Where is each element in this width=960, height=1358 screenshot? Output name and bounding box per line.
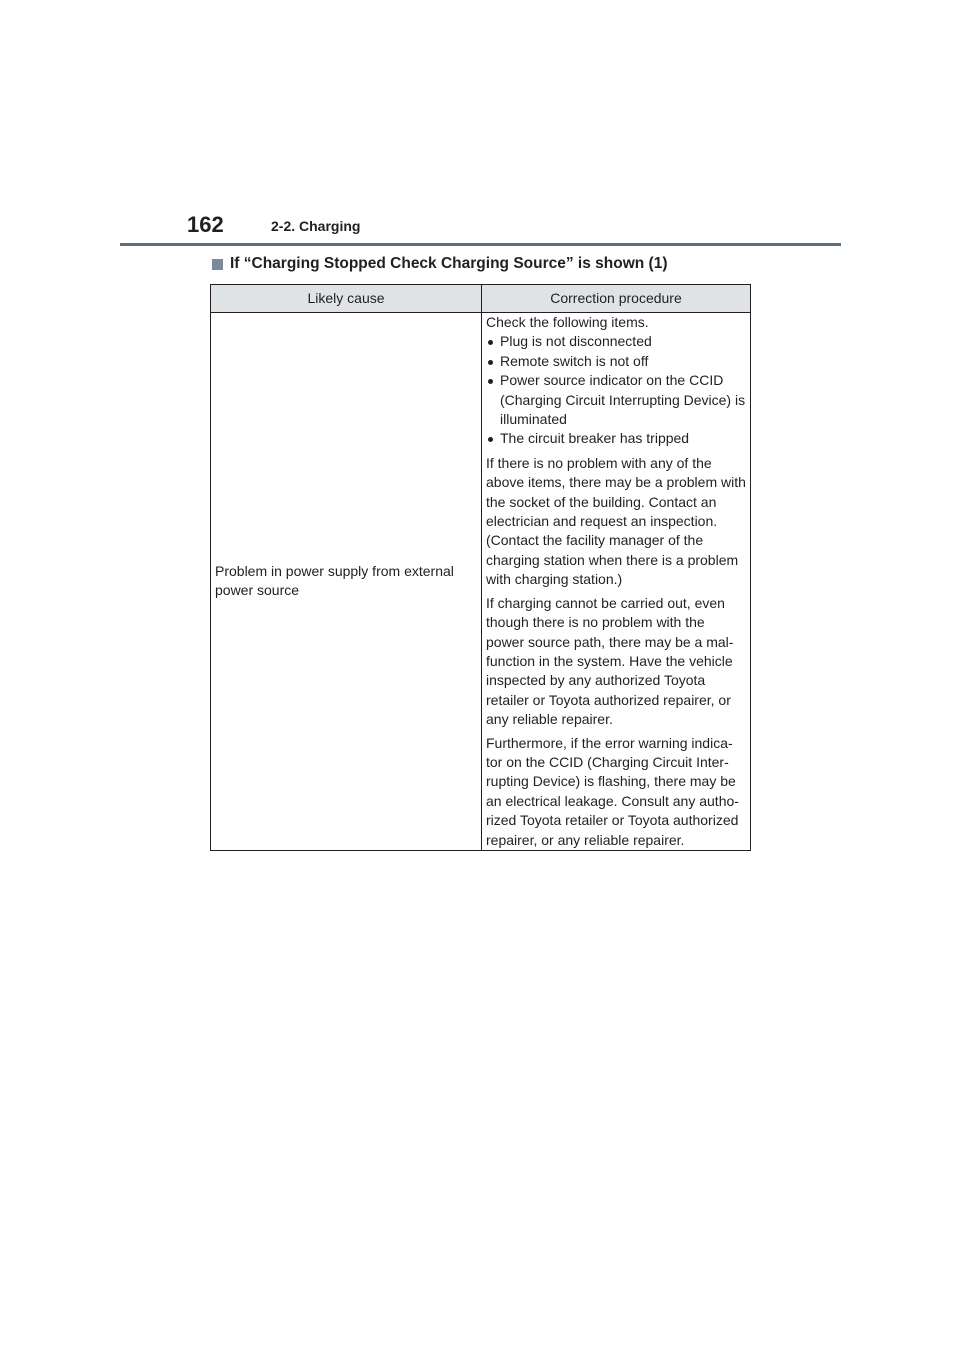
column-header-correction-procedure: Correction procedure (482, 285, 751, 313)
check-list (486, 332, 746, 448)
subsection-heading (212, 255, 667, 273)
table-row (211, 313, 751, 851)
procedure-intro: Check the following items. (486, 314, 649, 330)
troubleshooting-table (210, 284, 751, 851)
square-bullet-icon (212, 259, 223, 270)
section-title: 2-2. Charging (271, 218, 361, 234)
procedure-paragraph: If there is no problem with any of the above items, there may be a problem with the socket of the building. Contact an electrician and request an inspection. (Contact the facility manager of the charging station when there is a problem with charging station.) (486, 454, 746, 588)
check-item: The circuit breaker has tripped (486, 429, 746, 448)
correction-procedure-cell (482, 313, 751, 851)
header-divider (120, 243, 841, 246)
table-header-row (211, 285, 751, 313)
check-item: Power source indicator on the CCID (Charging Circuit Interrupting Device) is illuminated (486, 371, 746, 429)
check-item: Remote switch is not off (486, 352, 746, 371)
procedure-paragraph: Furthermore, if the error warning indica-tor on the CCID (Charging Circuit Inter-rupting Device) is flashing, there may be an electrical leakage. Consult any autho-rized Toyota retailer or Toyota authorized repairer, or any reliable repairer. (486, 734, 739, 848)
page-number: 162 (187, 212, 224, 237)
subsection-heading-text: If “Charging Stopped Check Charging Source” is shown (1) (230, 255, 668, 272)
procedure-paragraph: If charging cannot be carried out, even though there is no problem with the power source path, there may be a mal-function in the system. Have the vehicle inspected by any authorized Toyota retailer or Toyota authorized repairer, or any reliable repairer. (486, 594, 734, 728)
likely-cause-cell: Problem in power supply from external power source (211, 313, 482, 851)
column-header-likely-cause: Likely cause (211, 285, 482, 313)
check-item: Plug is not disconnected (486, 332, 746, 351)
